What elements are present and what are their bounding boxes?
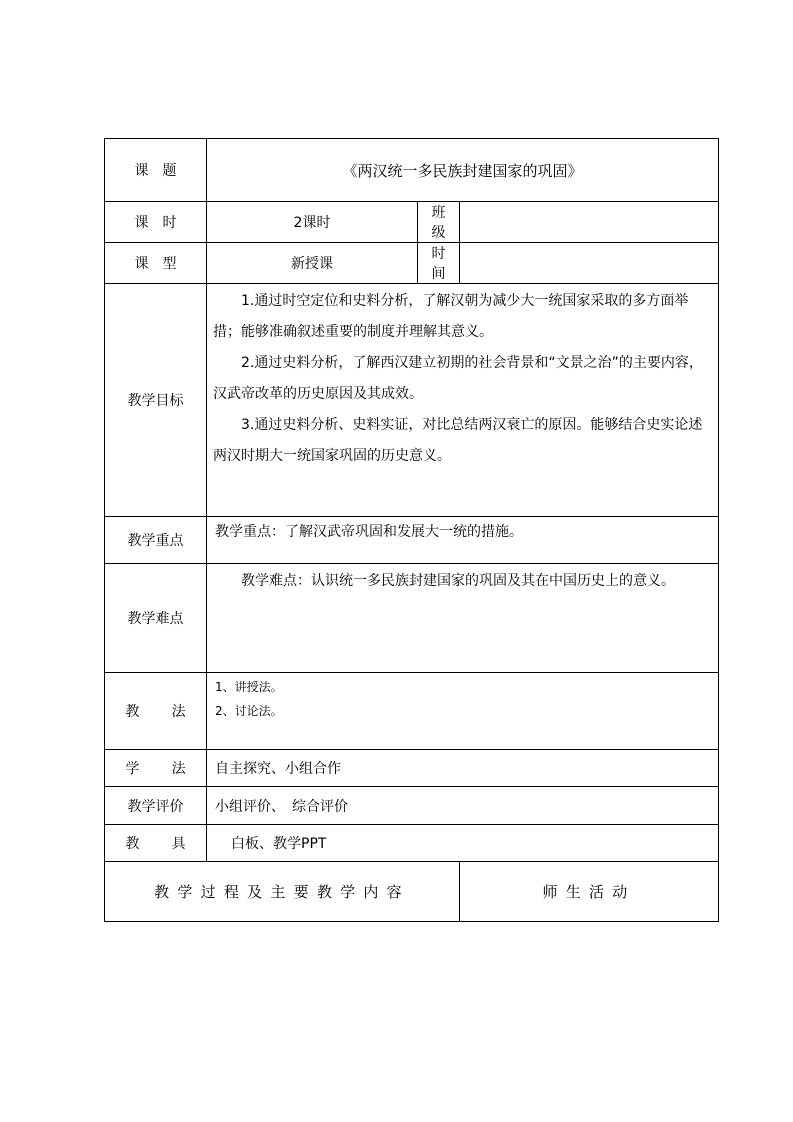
row-eval [105, 787, 719, 825]
activity-header: 师生活动 [460, 862, 719, 922]
eval-label: 教学评价 [105, 787, 207, 825]
type-label: 课 型 [105, 243, 207, 284]
method-label [105, 673, 207, 750]
topic-label: 课 题 [105, 139, 207, 202]
class-label: 班 级 [418, 202, 460, 243]
row-key [105, 517, 719, 564]
row-type [105, 243, 719, 284]
goal-item: 1.通过时空定位和史料分析，了解汉朝为减少大一统国家采取的多方面举措；能够准确叙述重要的制度并理解其意义。 [213, 293, 689, 340]
goal-item: 2.通过史料分析，了解西汉建立初期的社会背景和“文景之治”的主要内容，汉武帝改革的历史原因及其成效。 [213, 355, 703, 402]
methods-content [207, 673, 719, 750]
row-study [105, 750, 719, 787]
tools-label-a: 教 [125, 836, 140, 852]
row-hours [105, 202, 719, 243]
process-header: 教学过程及主要教学内容 [105, 862, 460, 922]
difficulty-label: 教学难点 [105, 564, 207, 673]
goals-content [207, 284, 719, 517]
study-label-a: 学 [125, 761, 140, 777]
tools-label-b: 具 [171, 836, 186, 852]
study-label-b: 法 [171, 761, 186, 777]
study-label [105, 750, 207, 787]
row-tools [105, 825, 719, 862]
row-difficulty [105, 564, 719, 673]
method-label-a: 教 [125, 704, 140, 720]
difficulty-value: 教学难点：认识统一多民族封建国家的巩固及其在中国历史上的意义。 [241, 573, 675, 589]
row-process-header [105, 862, 719, 922]
hours-label: 课 时 [105, 202, 207, 243]
type-value: 新授课 [207, 243, 418, 284]
row-topic [105, 139, 719, 202]
method-item: 2、讨论法。 [215, 704, 283, 718]
tools-label [105, 825, 207, 862]
row-goals [105, 284, 719, 517]
row-methods [105, 673, 719, 750]
class-value [460, 202, 719, 243]
study-value: 自主探究、小组合作 [207, 750, 719, 787]
eval-value: 小组评价、 综合评价 [207, 787, 719, 825]
hours-value: 2课时 [207, 202, 418, 243]
lesson-plan-table [104, 138, 719, 922]
topic-value: 《两汉统一多民族封建国家的巩固》 [207, 139, 719, 202]
key-label: 教学重点 [105, 517, 207, 564]
time-label: 时 间 [418, 243, 460, 284]
method-item: 1、讲授法。 [215, 680, 283, 694]
method-label-b: 法 [171, 704, 186, 720]
tools-value: 白板、教学PPT [207, 825, 719, 862]
difficulty-content [207, 564, 719, 673]
key-value: 教学重点：了解汉武帝巩固和发展大一统的措施。 [207, 517, 719, 564]
goals-label: 教学目标 [105, 284, 207, 517]
goal-item: 3.通过史料分析、史料实证，对比总结两汉衰亡的原因。能够结合史实论述两汉时期大一统国家巩固的历史意义。 [213, 417, 703, 464]
time-value [460, 243, 719, 284]
